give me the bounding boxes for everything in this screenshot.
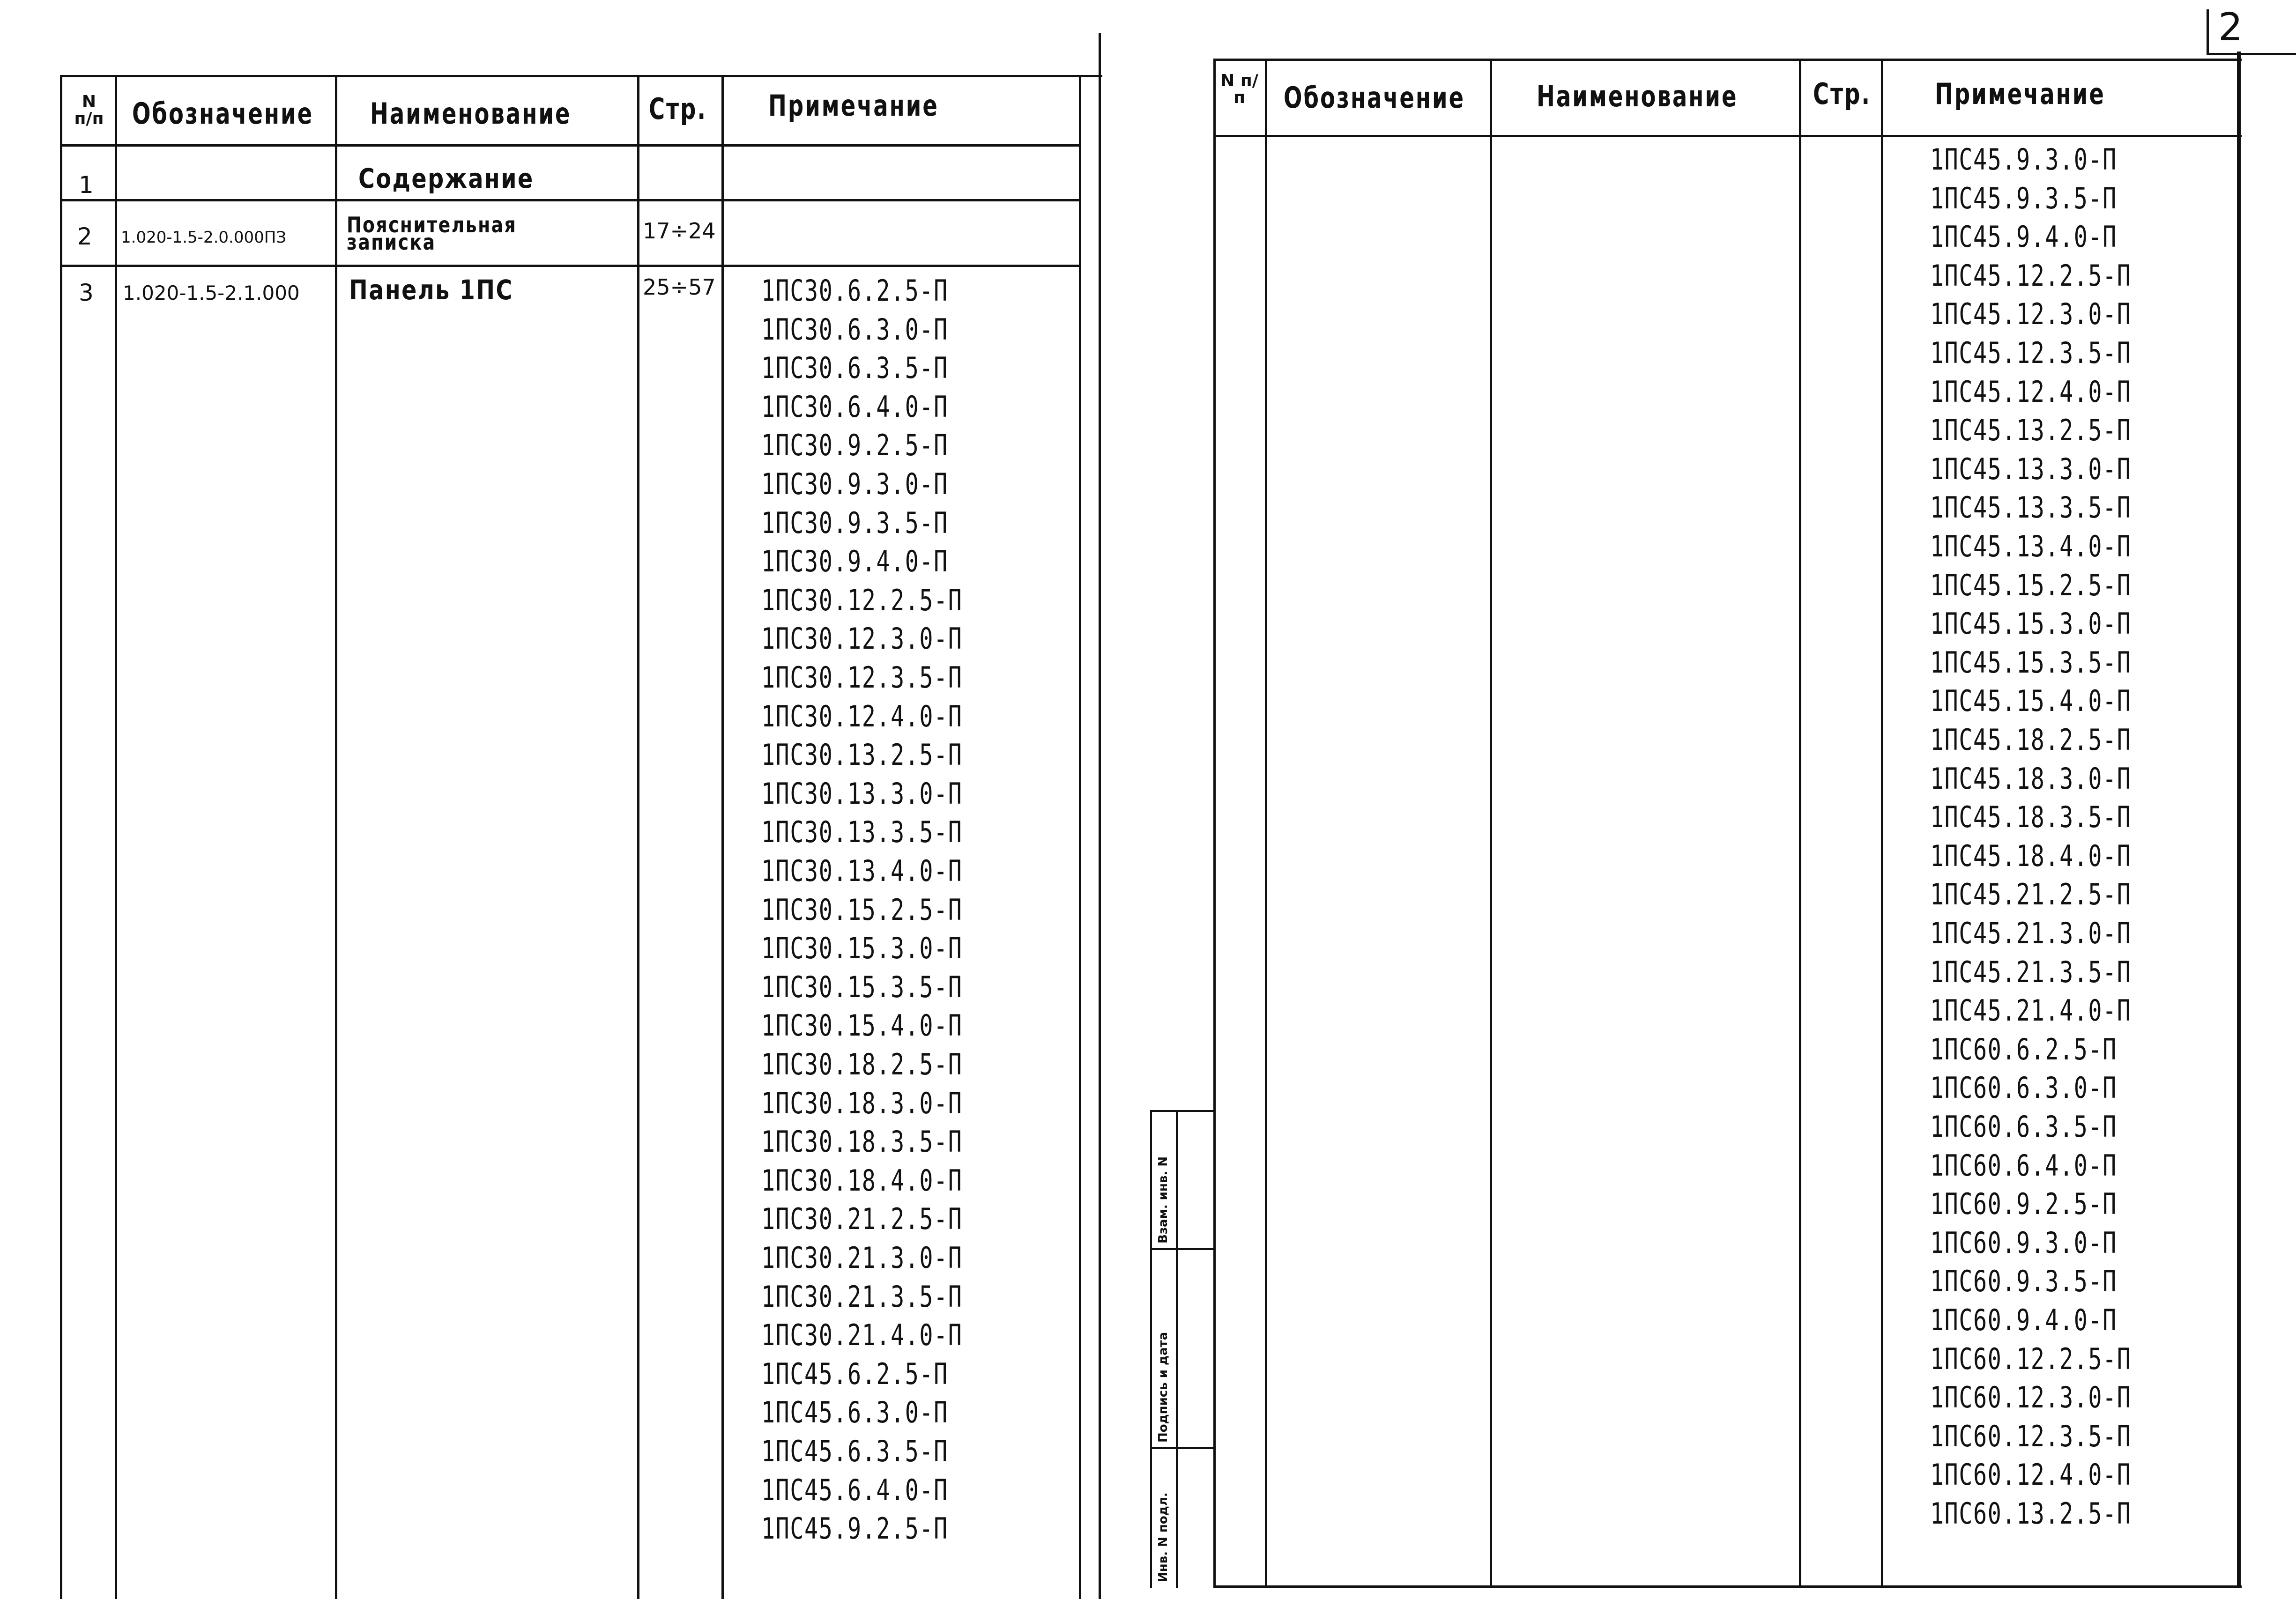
note-item: 1ПС30.6.3.0-П bbox=[761, 312, 948, 347]
note-item: 1ПС45.15.2.5-П bbox=[1930, 568, 2132, 602]
note-item: 1ПС30.12.2.5-П bbox=[761, 583, 963, 617]
note-item: 1ПС30.9.4.0-П bbox=[761, 544, 948, 579]
note-item: 1ПС45.21.3.0-П bbox=[1930, 916, 2132, 950]
note-item: 1ПС60.12.3.0-П bbox=[1930, 1380, 2132, 1415]
row3-pages: 25÷57 bbox=[643, 274, 716, 300]
note-item: 1ПС30.9.3.0-П bbox=[761, 467, 948, 501]
left-row1-bottom bbox=[60, 199, 1081, 201]
note-item: 1ПС45.18.4.0-П bbox=[1930, 838, 2132, 873]
note-item: 1ПС60.6.4.0-П bbox=[1930, 1148, 2117, 1183]
stamp-left-border bbox=[1150, 1110, 1152, 1588]
note-item: 1ПС45.12.2.5-П bbox=[1930, 258, 2132, 293]
note-item: 1ПС45.13.4.0-П bbox=[1930, 529, 2132, 563]
note-item: 1ПС45.21.2.5-П bbox=[1930, 877, 2132, 912]
note-item: 1ПС45.18.3.0-П bbox=[1930, 761, 2132, 796]
row2-designation: 1.020-1.5-2.0.000ПЗ bbox=[121, 228, 287, 247]
right-header-note: Примечание bbox=[1935, 77, 2105, 111]
note-item: 1ПС60.9.3.0-П bbox=[1930, 1225, 2117, 1260]
note-item: 1ПС30.9.2.5-П bbox=[761, 428, 948, 463]
note-item: 1ПС30.12.3.5-П bbox=[761, 660, 963, 695]
note-item: 1ПС45.15.3.0-П bbox=[1930, 607, 2132, 641]
right-header-num: N п/п bbox=[1220, 71, 1258, 107]
note-item: 1ПС30.21.3.5-П bbox=[761, 1279, 963, 1314]
right-header-designation: Обозначение bbox=[1284, 81, 1465, 115]
right-col-border-3 bbox=[1799, 59, 1801, 1588]
note-item: 1ПС30.15.3.5-П bbox=[761, 970, 963, 1004]
left-header-designation: Обозначение bbox=[132, 96, 314, 131]
note-item: 1ПС30.13.4.0-П bbox=[761, 854, 963, 888]
left-header-name: Наименование bbox=[370, 96, 572, 131]
note-item: 1ПС30.18.3.0-П bbox=[761, 1086, 963, 1120]
stamp-divider bbox=[1176, 1110, 1178, 1588]
left-header-num: N п/п bbox=[74, 92, 104, 128]
note-item: 1ПС45.21.4.0-П bbox=[1930, 993, 2132, 1028]
row3-designation: 1.020-1.5-2.1.000 bbox=[123, 281, 300, 304]
row2-pages: 17÷24 bbox=[643, 218, 716, 244]
note-item: 1ПС30.13.2.5-П bbox=[761, 738, 963, 772]
left-col-border-3 bbox=[637, 75, 639, 1599]
stamp-inv-orig: Инв. N подл. bbox=[1156, 1492, 1170, 1582]
stamp-top bbox=[1150, 1110, 1213, 1112]
right-col-border-4 bbox=[1881, 59, 1883, 1588]
note-item: 1ПС30.18.2.5-П bbox=[761, 1047, 963, 1081]
note-item: 1ПС60.9.2.5-П bbox=[1930, 1187, 2117, 1221]
note-item: 1ПС45.9.3.5-П bbox=[1930, 181, 2117, 215]
stamp-replaced-inv: Взам. инв. N bbox=[1156, 1156, 1170, 1244]
note-item: 1ПС30.15.3.0-П bbox=[761, 931, 963, 966]
note-item: 1ПС30.18.3.5-П bbox=[761, 1125, 963, 1159]
note-item: 1ПС30.15.4.0-П bbox=[761, 1008, 963, 1043]
note-item: 1ПС45.21.3.5-П bbox=[1930, 955, 2132, 989]
row3-num: 3 bbox=[79, 279, 94, 306]
page-number: 2 bbox=[2218, 5, 2243, 50]
left-top-border bbox=[60, 75, 1102, 77]
note-item: 1ПС30.6.3.5-П bbox=[761, 351, 948, 385]
note-item: 1ПС60.6.3.5-П bbox=[1930, 1110, 2117, 1144]
row2-num: 2 bbox=[77, 223, 92, 250]
right-top-border bbox=[1213, 59, 2242, 61]
note-item: 1ПС45.9.4.0-П bbox=[1930, 220, 2117, 254]
note-item: 1ПС45.18.2.5-П bbox=[1930, 723, 2132, 757]
note-item: 1ПС30.12.4.0-П bbox=[761, 699, 963, 733]
right-col-border-0 bbox=[1213, 59, 1216, 1588]
stamp-sep-1 bbox=[1150, 1248, 1213, 1250]
page-number-underline bbox=[2207, 53, 2296, 55]
note-item: 1ПС30.18.4.0-П bbox=[761, 1163, 963, 1198]
left-col-border-2 bbox=[335, 75, 337, 1599]
note-item: 1ПС45.6.3.5-П bbox=[761, 1434, 948, 1468]
note-item: 1ПС45.9.2.5-П bbox=[761, 1511, 948, 1546]
row2-name: Пояснительная записка bbox=[347, 212, 517, 255]
note-item: 1ПС45.6.2.5-П bbox=[761, 1356, 948, 1391]
right-col-border-2 bbox=[1490, 59, 1492, 1588]
note-item: 1ПС60.13.2.5-П bbox=[1930, 1496, 2132, 1531]
note-item: 1ПС45.13.3.5-П bbox=[1930, 490, 2132, 525]
note-item: 1ПС45.6.4.0-П bbox=[761, 1473, 948, 1507]
page-number-tick bbox=[2207, 9, 2209, 55]
note-item: 1ПС30.12.3.0-П bbox=[761, 622, 963, 656]
note-item: 1ПС30.13.3.0-П bbox=[761, 776, 963, 811]
row1-num: 1 bbox=[79, 171, 94, 199]
note-item: 1ПС60.12.3.5-П bbox=[1930, 1419, 2132, 1453]
note-item: 1ПС30.9.3.5-П bbox=[761, 505, 948, 540]
right-header-page: Стр. bbox=[1813, 77, 1872, 111]
left-col-border-4 bbox=[721, 75, 724, 1599]
note-item: 1ПС45.13.3.0-П bbox=[1930, 452, 2132, 486]
note-item: 1ПС45.18.3.5-П bbox=[1930, 800, 2132, 835]
note-item: 1ПС45.12.3.0-П bbox=[1930, 297, 2132, 332]
note-item: 1ПС60.9.4.0-П bbox=[1930, 1303, 2117, 1337]
note-item: 1ПС45.13.2.5-П bbox=[1930, 413, 2132, 448]
fold-mark bbox=[1099, 33, 1101, 1599]
row3-name: Панель 1ПС bbox=[349, 274, 513, 306]
note-item: 1ПС45.9.3.0-П bbox=[1930, 142, 2117, 177]
note-item: 1ПС60.6.2.5-П bbox=[1930, 1032, 2117, 1066]
left-col-border-5 bbox=[1079, 75, 1081, 1599]
note-item: 1ПС30.21.2.5-П bbox=[761, 1202, 963, 1236]
note-item: 1ПС60.6.3.0-П bbox=[1930, 1071, 2117, 1105]
note-item: 1ПС45.15.4.0-П bbox=[1930, 684, 2132, 718]
note-item: 1ПС60.12.4.0-П bbox=[1930, 1458, 2132, 1492]
note-item: 1ПС30.15.2.5-П bbox=[761, 892, 963, 927]
note-item: 1ПС30.13.3.5-П bbox=[761, 815, 963, 850]
left-col-border-0 bbox=[60, 75, 62, 1599]
right-col-border-5 bbox=[2237, 52, 2241, 1588]
right-col-border-1 bbox=[1265, 59, 1267, 1588]
stamp-signature-date: Подпись и дата bbox=[1156, 1332, 1170, 1443]
right-header-name: Наименование bbox=[1537, 79, 1738, 113]
note-item: 1ПС30.21.4.0-П bbox=[761, 1318, 963, 1353]
row1-name: Содержание bbox=[358, 163, 534, 194]
stamp-sep-2 bbox=[1150, 1447, 1213, 1449]
note-item: 1ПС30.6.2.5-П bbox=[761, 274, 948, 308]
note-item: 1ПС30.21.3.0-П bbox=[761, 1241, 963, 1275]
right-header-bottom bbox=[1213, 135, 2242, 137]
left-row2-bottom bbox=[60, 265, 1081, 267]
note-item: 1ПС60.9.3.5-П bbox=[1930, 1264, 2117, 1299]
left-header-bottom bbox=[60, 144, 1081, 147]
left-col-border-1 bbox=[115, 75, 117, 1599]
note-item: 1ПС60.12.2.5-П bbox=[1930, 1341, 2132, 1376]
note-item: 1ПС30.6.4.0-П bbox=[761, 389, 948, 424]
note-item: 1ПС45.12.3.5-П bbox=[1930, 336, 2132, 370]
note-item: 1ПС45.6.3.0-П bbox=[761, 1395, 948, 1430]
right-bottom-border bbox=[1213, 1585, 2242, 1588]
note-item: 1ПС45.15.3.5-П bbox=[1930, 645, 2132, 680]
note-item: 1ПС45.12.4.0-П bbox=[1930, 374, 2132, 409]
left-header-page: Стр. bbox=[649, 92, 707, 126]
left-header-note: Примечание bbox=[768, 89, 939, 123]
